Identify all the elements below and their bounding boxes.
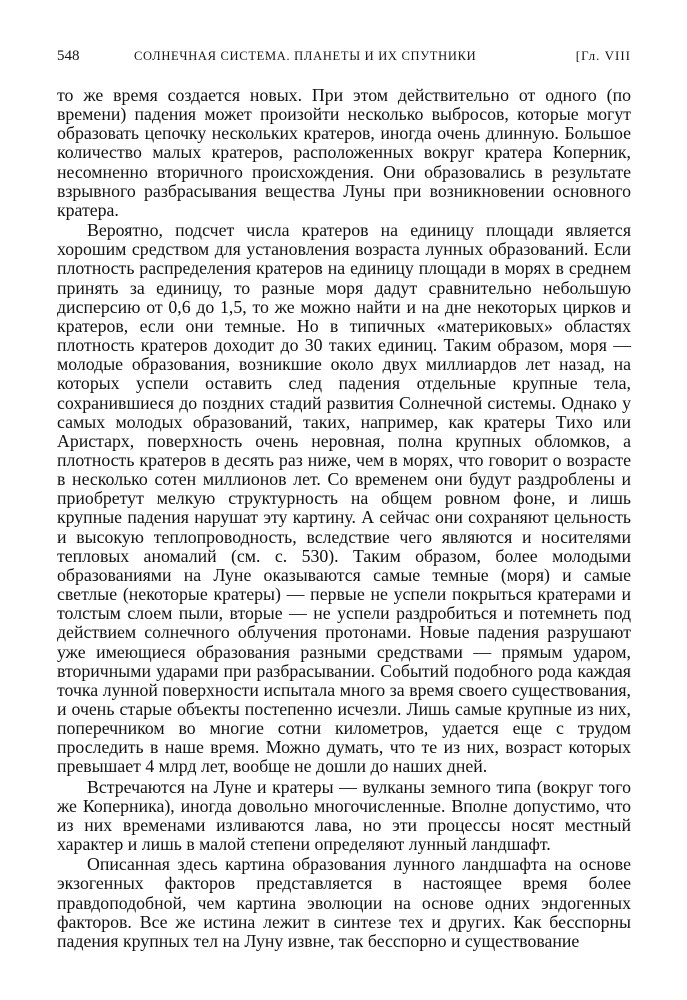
paragraph-volcanic-craters: Встречаются на Луне и кратеры — вулканы земного типа (вокруг того же Коперника), иногда довольно многочисленные. Вполне допустимо, что из них временами изливаются лава, но эти процессы носят местный характер и лишь в малой степени определяют лунный ландшафт. [57,776,631,855]
chapter-reference: [Гл. VIII [575,48,631,63]
paragraph-crater-density: Вероятно, подсчет числа кратеров на единицу площади является хорошим средством для установления возраста лунных образований. Если плотность распределения кратеров на единицу площади в морях в среднем принять за единицу, то разные моря дадут сравнительно небольшую дисперсию от 0,6 до 1,5, то же можно найти и на дне некоторых цирков и кратеров, если они темные. Но в типичных «материковых» областях плотность кратеров доходит до 30 таких единиц. Таким образом, моря — молодые образования, возникшие около двух миллиардов лет назад, на которых успели оставить след падения отдельные крупные тела, сохранившиеся до поздних стадий развития Солнечной системы. Однако у самых молодых образований, таких, например, как кратеры Тихо или Аристарх, поверхность очень неровная, полна крупных обломков, а плотность кратеров в десять раз ниже, чем в морях, что говорит о возрасте в несколько сотен миллионов лет. Со временем они будут раздроблены и приобретут мелкую структурность на общем ровном фоне, и лишь крупные падения нарушат эту картину. А сейчас они сохраняют цельность и высокую теплопроводность, вследствие чего являются и носителями тепловых аномалий (см. с. 530). Таким образом, более молодыми образованиями на Луне оказываются самые темные (моря) и самые светлые (некоторые кратеры) — первые не успели покрыться кратерами и толстым слоем пыли, вторые — не успели раздробиться и потемнеть под действием солнечного облучения протонами. Новые падения разрушают уже имеющиеся образования разными средствами — прямым ударом, вторичными ударами при разбрасывании. Событий подобного рода каждая точка лунной поверхности испытала много за время своего существования, и очень старые объекты постепенно исчезли. Лишь самые крупные из них, поперечником во многие сотни километров, удается еще с трудом проследить в наше время. Можно думать, что те из них, возраст которых превышает 4 млрд лет, вообще не дошли до наших дней. [57,220,631,777]
running-header [57,48,631,70]
body-text [57,86,631,951]
chapter-title: СОЛНЕЧНАЯ СИСТЕМА. ПЛАНЕТЫ И ИХ СПУТНИКИ [134,49,477,63]
paragraph-landscape-formation: Описанная здесь картина образования лунного ландшафта на основе экзогенных факторов представляется в настоящее время более правдоподобной, чем картина эволюции на основе одних эндогенных факторов. Все же истина лежит в синтезе тех и других. Как бесспорны падения крупных тел на Луну извне, так бесспорно и существование [57,854,631,951]
page-number: 548 [57,48,80,64]
paragraph-continued: то же время создается новых. При этом действительно от одного (по времени) падения может произойти несколько выбросов, которые могут образовать цепочку нескольких кратеров, иногда очень длинную. Большое количество малых кратеров, расположенных вокруг кратера Коперник, несомненно вторичного происхождения. Они образовались в результате взрывного разбрасывания вещества Луны при возникновении основного кратера. [57,85,631,220]
